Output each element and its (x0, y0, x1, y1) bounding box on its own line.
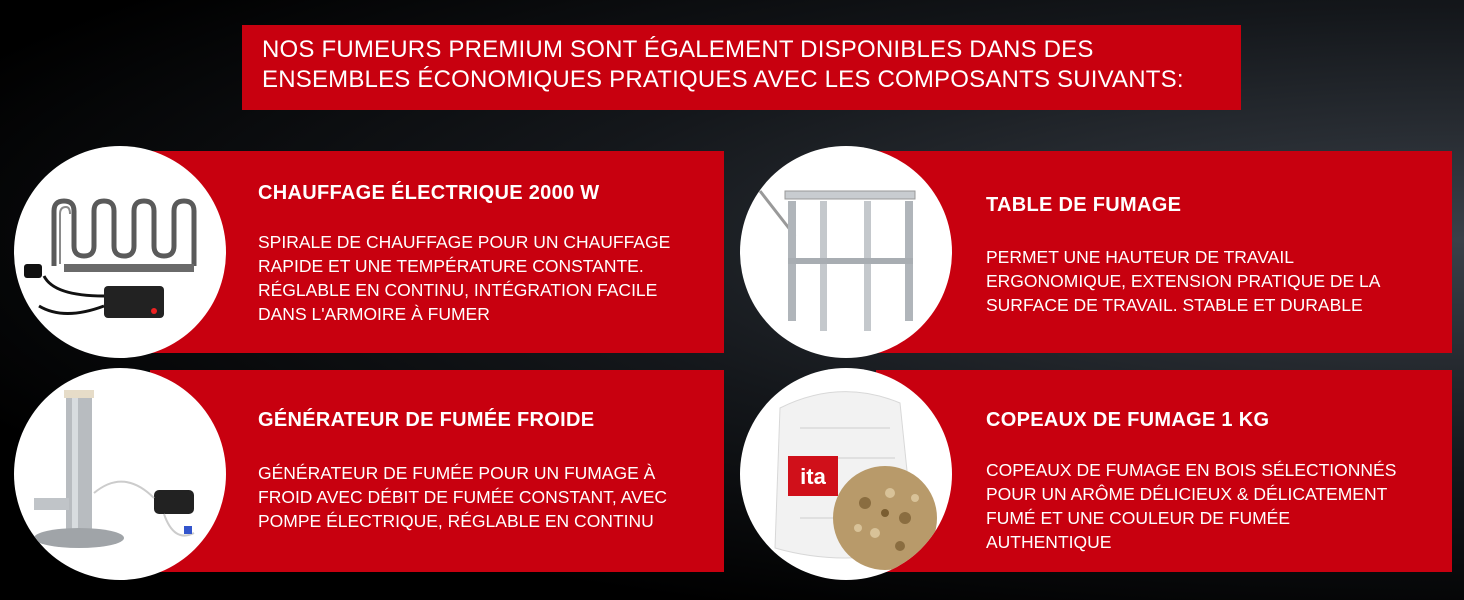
card-smoke-generator (150, 370, 724, 572)
card-title: COPEAUX DE FUMAGE 1 KG (986, 409, 1270, 431)
header-banner (242, 25, 1241, 110)
smoking-table-image (740, 146, 952, 358)
card-description: COPEAUX DE FUMAGE EN BOIS SÉLECTIONNÉS POUR UN ARÔME DÉLICIEUX & DÉLICATEMENT FUMÉ ET UNE COULEUR DE FUMÉE AUTHENTIQUE (986, 460, 1397, 552)
header-line-2: ENSEMBLES ÉCONOMIQUES PRATIQUES AVEC LES COMPOSANTS SUIVANTS: (262, 66, 1184, 93)
header-line-1: NOS FUMEURS PREMIUM SONT ÉGALEMENT DISPONIBLES DANS DES (262, 36, 1094, 63)
wood-chips-image (740, 368, 952, 580)
card-heating (150, 151, 724, 353)
card-title: CHAUFFAGE ÉLECTRIQUE 2000 W (258, 182, 600, 204)
smoke-generator-image (14, 368, 226, 580)
card-description: PERMET UNE HAUTEUR DE TRAVAIL ERGONOMIQUE, EXTENSION PRATIQUE DE LA SURFACE DE TRAVAIL. STABLE ET DURABLE (986, 247, 1381, 315)
card-table (876, 151, 1452, 353)
card-description: SPIRALE DE CHAUFFAGE POUR UN CHAUFFAGE RAPIDE ET UNE TEMPÉRATURE CONSTANTE. RÉGLABLE EN CONTINU, INTÉGRATION FACILE DANS L'ARMOIRE À FUMER (258, 232, 671, 324)
card-wood-chips (876, 370, 1452, 572)
bag-logo-text: ita (800, 464, 826, 489)
heating-element-image (14, 146, 226, 358)
card-title: GÉNÉRATEUR DE FUMÉE FROIDE (258, 409, 595, 431)
card-description: GÉNÉRATEUR DE FUMÉE POUR UN FUMAGE À FROID AVEC DÉBIT DE FUMÉE CONSTANT, AVEC POMPE ÉLECTRIQUE, RÉGLABLE EN CONTINU (258, 463, 668, 531)
card-title: TABLE DE FUMAGE (986, 194, 1182, 216)
